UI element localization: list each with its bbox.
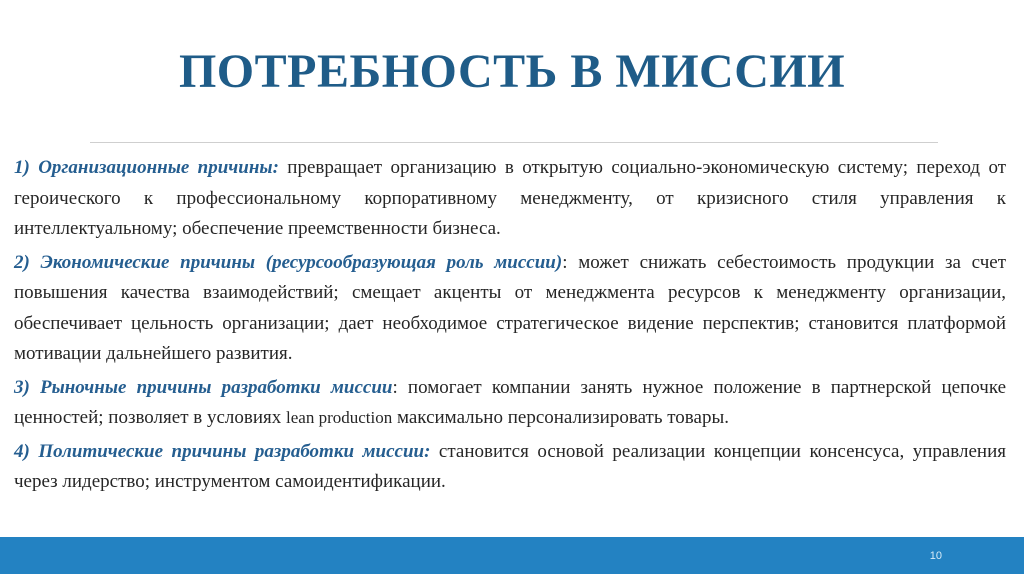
point-economic: [14, 248, 1006, 370]
point-organizational: [14, 153, 1006, 245]
point-text: : может снижать себестоимость продукции за счет повышения качества взаимодействий; смещает акценты от менеджмента ресурсов к менеджменту организации, обеспечивает цельность организации; дает необходимое стратегическое видение перспектив; становится платформой мотивации дальнейшего развития.: [14, 251, 1006, 364]
point-text: максимально персонализировать товары.: [392, 407, 729, 428]
slide-title: ПОТРЕБНОСТЬ В МИССИИ: [178, 45, 846, 98]
point-lead: 2) Экономические причины (ресурсообразующая роль миссии): [14, 251, 563, 273]
point-text: становится основой реализации концепции консенсуса, управления через лидерство; инструментом самоидентификации.: [14, 440, 1007, 492]
point-lead: 3) Рыночные причины разработки миссии: [14, 376, 393, 398]
title-divider: [90, 142, 938, 143]
point-lead: 4) Политические причины разработки миссии:: [14, 440, 431, 462]
point-political: [14, 437, 1006, 498]
point-term: lean production: [286, 408, 393, 427]
slide-content: [14, 153, 1006, 501]
point-text: : помогает компании занять нужное положение в партнерской цепочке ценностей; позволяет в условиях: [14, 376, 1007, 428]
footer-bar: [0, 537, 1024, 574]
point-lead: 1) Организационные причины:: [14, 157, 279, 178]
page-number: 10: [929, 550, 942, 562]
point-market: [14, 373, 1006, 434]
point-text: превращает организацию в открытую социально-экономическую систему; переход от героического к профессиональному корпоративному менеджменту, от кризисного стиля управления к интеллектуальному; обеспечение преемственности бизнеса.: [14, 157, 1007, 239]
